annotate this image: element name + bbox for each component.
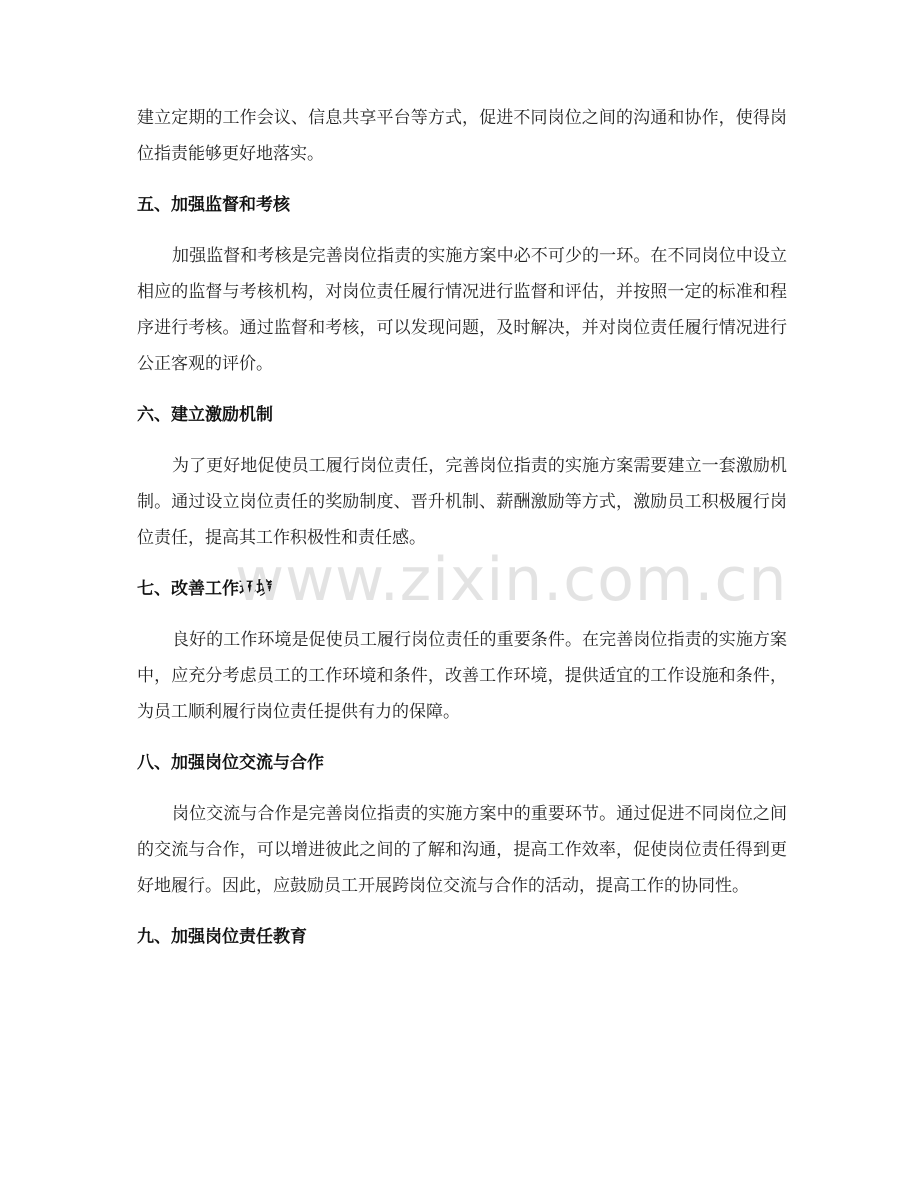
section-heading-8: 八、加强岗位交流与合作 [137,753,324,773]
section-paragraph-5: 加强监督和考核是完善岗位指责的实施方案中必不可少的一环。在不同岗位中设立相应的监督与考核机构，对岗位责任履行情况进行监督和评估，并按照一定的标准和程序进行考核。通过监督和考核，可以发现问题，及时解决，并对岗位责任履行情况进行公正客观的评价。 [137,246,787,374]
document-body [137,100,787,955]
section-paragraph-8: 岗位交流与合作是完善岗位指责的实施方案中的重要环节。通过促进不同岗位之间的交流与合作，可以增进彼此之间的了解和沟通，提高工作效率，促使岗位责任得到更好地履行。因此，应鼓励员工开展跨岗位交流与合作的活动，提高工作的协同性。 [137,804,787,896]
section-paragraph-6: 为了更好地促使员工履行岗位责任，完善岗位指责的实施方案需要建立一套激励机制。通过设立岗位责任的奖励制度、晋升机制、薪酬激励等方式，激励员工积极履行岗位责任，提高其工作积极性和责任感。 [137,456,787,548]
section-heading-6: 六、建立激励机制 [137,405,273,425]
section-heading-9: 九、加强岗位责任教育 [137,927,307,947]
intro-paragraph: 建立定期的工作会议、信息共享平台等方式，促进不同岗位之间的沟通和协作，使得岗位指责能够更好地落实。 [137,108,787,164]
watermark-text: www.zixin.com.cn [235,545,788,615]
section-heading-7: 七、改善工作环境 [137,579,273,599]
section-paragraph-7: 良好的工作环境是促使员工履行岗位责任的重要条件。在完善岗位指责的实施方案中，应充分考虑员工的工作环境和条件，改善工作环境，提供适宜的工作设施和条件，为员工顺利履行岗位责任提供有力的保障。 [137,630,787,722]
section-heading-5: 五、加强监督和考核 [137,195,290,215]
